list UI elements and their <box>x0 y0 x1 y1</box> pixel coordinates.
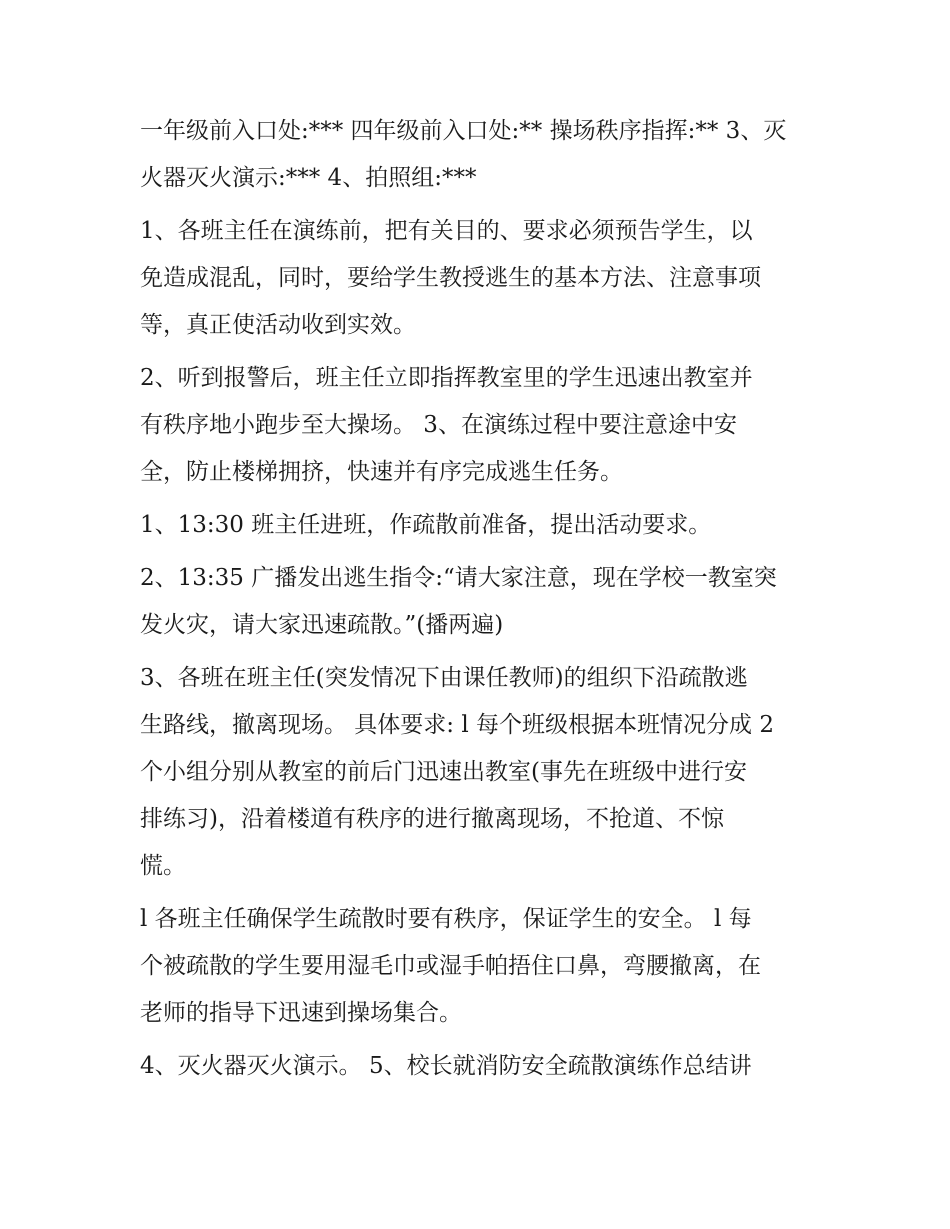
paragraph-fire-extinguisher-demo <box>140 1043 830 1090</box>
text-line: l 各班主任确保学生疏散时要有秩序，保证学生的安全。 l 每 <box>140 906 752 932</box>
paragraph-evacuation-route <box>140 655 830 890</box>
text-line: 个小组分别从教室的前后门迅速出教室(事先在班级中进行安 <box>140 759 747 785</box>
text-line: 全，防止楼梯拥挤，快速并有序完成逃生任务。 <box>140 459 623 485</box>
text-line: 一年级前入口处:*** 四年级前入口处:** 操场秩序指挥:** 3、灭 <box>140 118 787 144</box>
text-line: 慌。 <box>140 853 186 879</box>
text-line: 火器灭火演示:*** 4、拍照组:*** <box>140 165 477 191</box>
text-line: 有秩序地小跑步至大操场。 3、在演练过程中要注意途中安 <box>140 412 737 438</box>
text-line: 免造成混乱，同时，要给学生教授逃生的基本方法、注意事项 <box>140 265 761 291</box>
paragraph-step-1330 <box>140 502 830 549</box>
text-line: 发火灾，请大家迅速疏散。”(播两遍) <box>140 612 504 638</box>
text-line: 1、各班主任在演练前，把有关目的、要求必须预告学生，以 <box>140 218 753 244</box>
paragraph-step-1335 <box>140 555 830 649</box>
text-line: 2、听到报警后，班主任立即指挥教室里的学生迅速出教室并 <box>140 365 753 391</box>
paragraph-safety-requirements <box>140 896 830 1037</box>
text-line: 生路线，撤离现场。 具体要求: l 每个班级根据本班情况分成 2 <box>140 712 774 738</box>
text-line: 4、灭火器灭火演示。 5、校长就消防安全疏散演练作总结讲 <box>140 1053 752 1079</box>
text-line: 等，真正使活动收到实效。 <box>140 312 416 338</box>
text-line: 个被疏散的学生要用湿毛巾或湿手帕捂住口鼻，弯腰撤离，在 <box>140 953 761 979</box>
paragraph-teacher-preparation <box>140 208 830 349</box>
paragraph-staff-assignments <box>140 108 830 202</box>
paragraph-alarm-response <box>140 355 830 496</box>
document-page <box>140 108 830 1096</box>
text-line: 排练习)，沿着楼道有秩序的进行撤离现场，不抢道、不惊 <box>140 806 724 832</box>
text-line: 老师的指导下迅速到操场集合。 <box>140 1000 462 1026</box>
text-line: 2、13:35 广播发出逃生指令:“请大家注意，现在学校一教室突 <box>140 565 777 591</box>
text-line: 3、各班在班主任(突发情况下由课任教师)的组织下沿疏散逃 <box>140 665 748 691</box>
text-line: 1、13:30 班主任进班，作疏散前准备，提出活动要求。 <box>140 512 712 538</box>
